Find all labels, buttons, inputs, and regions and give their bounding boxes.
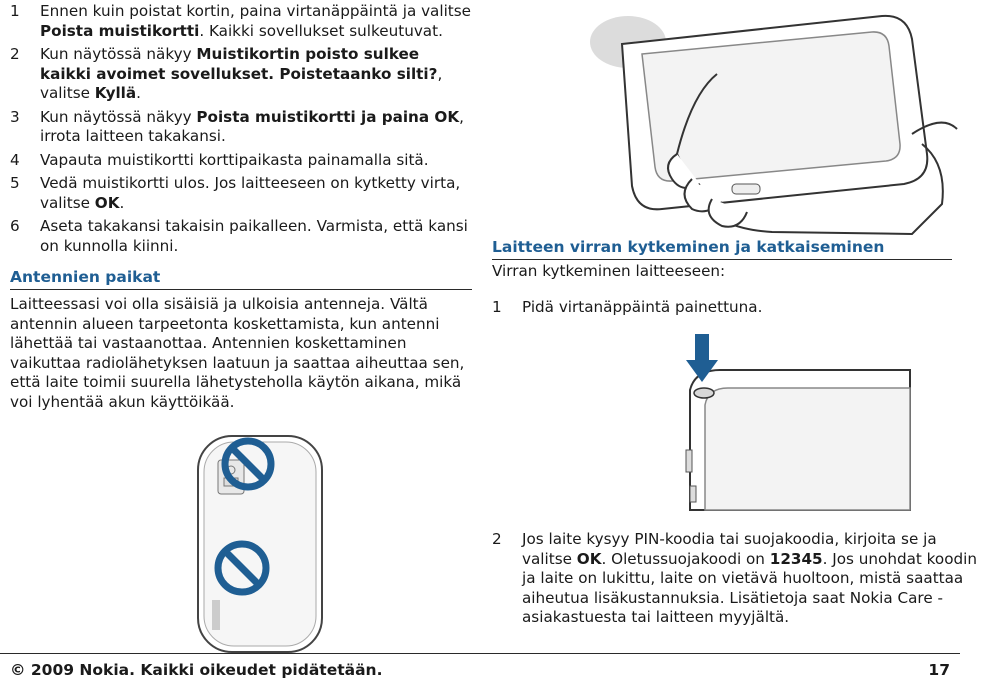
power-intro: Virran kytkeminen laitteeseen: [492,262,726,280]
step-number: 6 [10,217,20,235]
divider [492,259,952,260]
text-run: Kun näytössä näkyy [40,45,197,63]
step-number: 2 [10,45,20,63]
text-run: Aseta takakansi takaisin paikalleen. Varmista, että kansi on kunnolla kiinni. [40,217,468,255]
list-item [10,108,472,147]
step-text [40,174,460,212]
step-number: 5 [10,174,20,192]
text-run: . [136,84,141,102]
text-run: . Jos unohdat koodin ja laite on lukittu, laite on vietävä huoltoon, mistä saattaa aiheutua lisäkustannuksia. Lisätietoja saat Nokia Care -asiakastuesta tai laitteen myyjältä. [522,549,977,626]
ui-term: Kyllä [94,84,137,102]
phone-back-cover-illustration [190,432,330,658]
step-number: 1 [10,2,20,20]
step-text [40,151,429,169]
step-number: 3 [10,107,20,126]
step-text [40,217,468,255]
hand-holding-phone-illustration [582,4,962,236]
list-item [10,217,472,256]
text-run: Jos laite kysyy PIN-koodia tai suojakoodia, kirjoita se ja valitse [522,530,937,568]
ui-term: OK [94,193,120,212]
divider [10,289,472,290]
step-number: 1 [492,298,502,316]
step-text [40,2,471,40]
step-number: 4 [10,150,20,169]
list-item [10,45,472,104]
page-number: 17 [928,661,950,679]
list-item [492,530,982,628]
list-item [492,298,952,318]
text-run: Ennen kuin poistat kortin, paina virtanäppäintä ja valitse [40,2,472,20]
text-run: . Kaikki sovellukset sulkeutuvat. [199,21,443,40]
text-run: , valitse [40,64,443,102]
text-run: . [119,193,125,212]
text-run: Kun näytössä näkyy [40,107,197,126]
ui-term: Poista muistikortti [40,21,200,40]
step-text [522,530,977,626]
step-text [522,298,762,316]
text-run: , irrota laitteen takakansi. [40,107,464,145]
footer [0,653,960,679]
steps-list-left [10,2,472,256]
section-heading-power: Laitteen virran kytkeminen ja katkaiseminen [492,238,885,256]
text-run: Vedä muistikortti ulos. Jos laitteeseen on kytketty virta, valitse [40,174,461,212]
list-item [10,174,472,213]
text-run: Pidä virtanäppäintä painettuna. [522,298,763,316]
step-text [40,108,464,146]
list-item [10,151,472,171]
ui-term: Muistikortin poisto sulkee kaikki avoimet sovellukset. Poistetaanko silti? [40,45,438,83]
left-column [10,0,472,412]
ui-term: 12345 [769,549,823,568]
ui-term: Poista muistikortti ja paina OK [196,107,460,126]
step-text [40,45,442,102]
phone-power-key-illustration [650,330,950,510]
text-run: Vapauta muistikortti korttipaikasta painamalla sitä. [40,150,429,169]
text-run: . Oletussuojakoodi on [601,549,770,568]
ui-term: OK [576,549,602,568]
list-item [10,2,472,41]
section-heading-antennas: Antennien paikat [10,268,161,286]
section-body-antennas: Laitteessasi voi olla sisäisiä ja ulkoisia antenneja. Vältä antennin alueen tarpeetonta koskettamista, kun antenni lähettää tai vastaanottaa. Antennien koskettaminen vaikuttaa radiolähetyksen laatuun ja saattaa aiheuttaa sen, että laite toimii suurella lähetysteholla käytön aikana, mikä voi lyhentää akun käyttöikää. [10,295,465,411]
copyright: © 2009 Nokia. Kaikki oikeudet pidätetään. [10,661,383,679]
step-number: 2 [492,530,502,548]
